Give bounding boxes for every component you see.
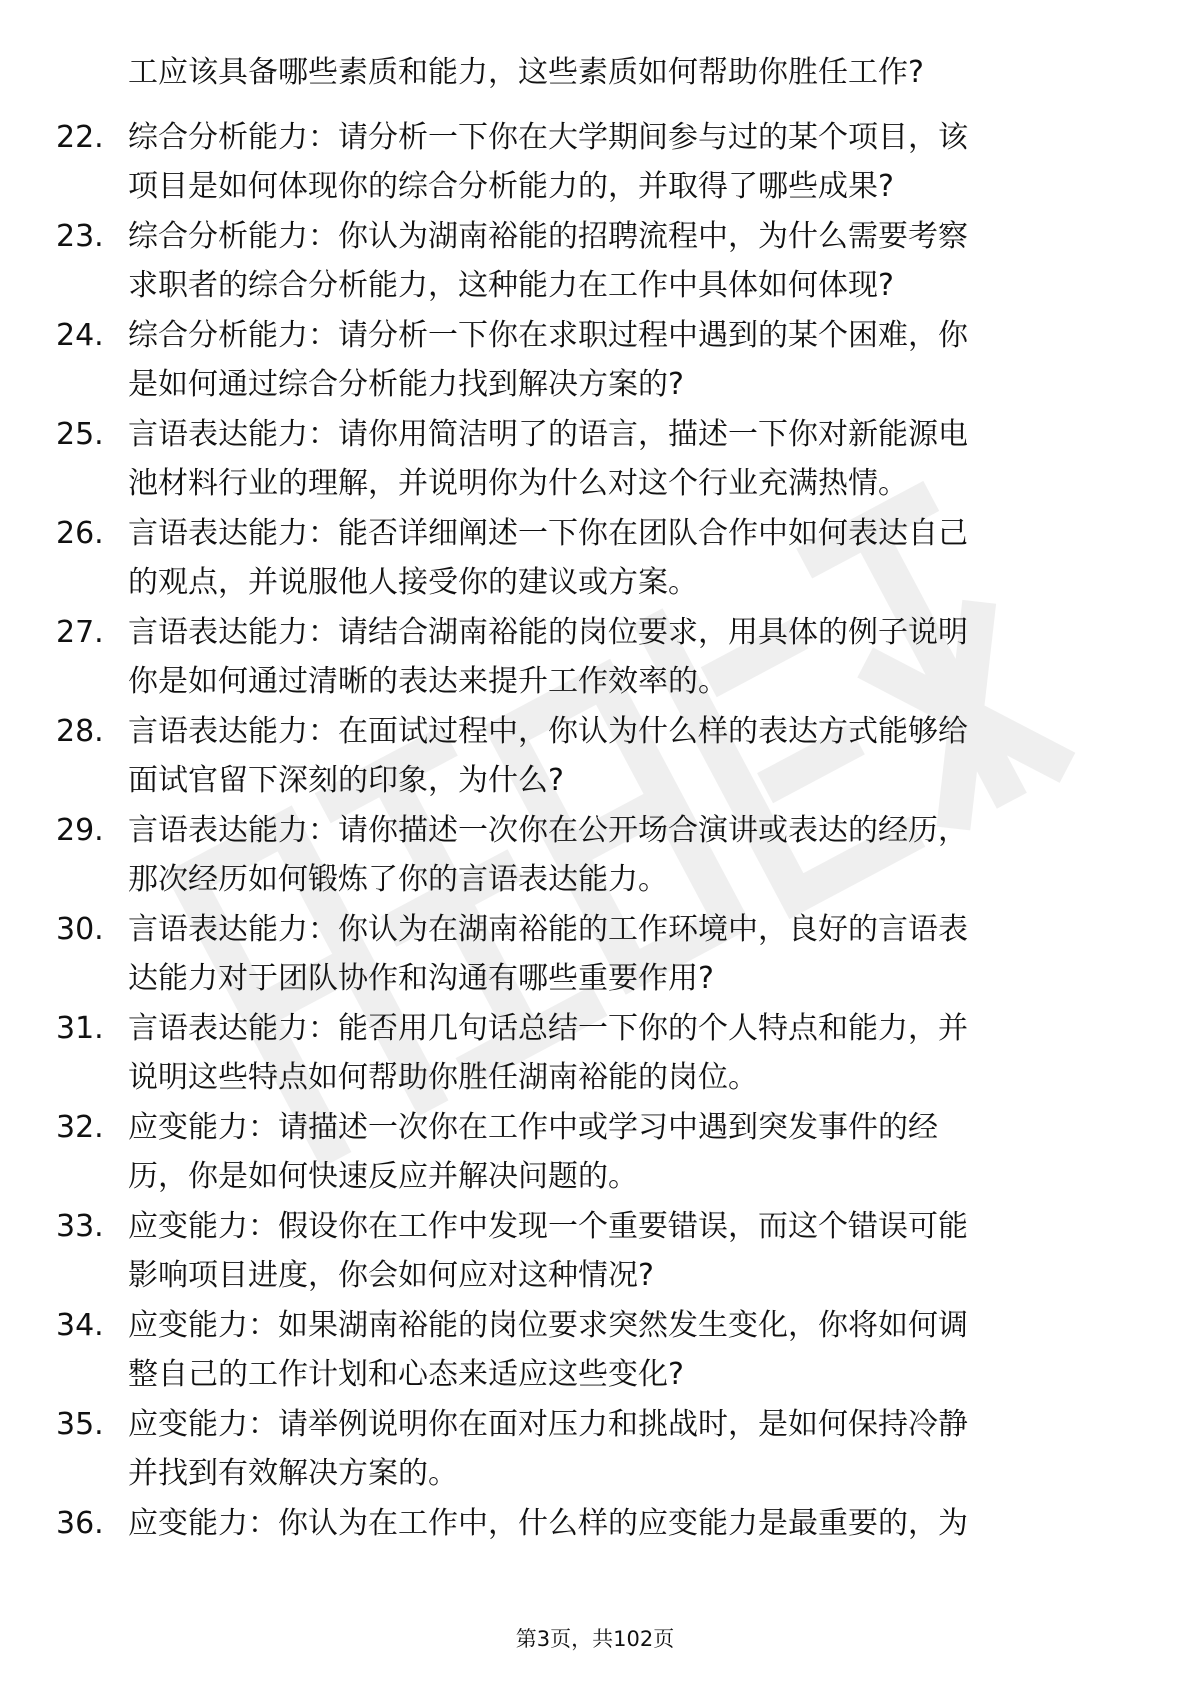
- question-text-line: 影响项目进度，你会如何应对这种情况?: [128, 1258, 654, 1293]
- question-text-line: 言语表达能力：你认为在湖南裕能的工作环境中，良好的言语表: [128, 912, 968, 947]
- question-number: 25.: [56, 417, 104, 452]
- question-text-line: 综合分析能力：请分析一下你在求职过程中遇到的某个困难，你: [128, 318, 968, 353]
- question-text: [128, 1103, 1128, 1201]
- question-text-line: 项目是如何体现你的综合分析能力的，并取得了哪些成果?: [128, 169, 894, 204]
- question-number: 28.: [56, 714, 104, 749]
- question-item: [0, 311, 1190, 410]
- question-text-line: 池材料行业的理解，并说明你为什么对这个行业充满热情。: [128, 466, 908, 501]
- question-text: [128, 410, 1128, 508]
- question-item: [0, 1400, 1190, 1499]
- question-item: [0, 608, 1190, 707]
- question-number: 35.: [56, 1407, 104, 1442]
- question-text: [128, 113, 1128, 211]
- question-text: [128, 212, 1128, 310]
- question-number: 22.: [56, 120, 104, 155]
- question-text: [128, 905, 1128, 1003]
- page-footer: 第3页，共102页: [515, 1627, 675, 1651]
- question-list: [0, 113, 1190, 1598]
- question-number: 33.: [56, 1209, 104, 1244]
- question-text-line: 言语表达能力：在面试过程中，你认为什么样的表达方式能够给: [128, 714, 968, 749]
- question-number: 29.: [56, 813, 104, 848]
- question-item: [0, 707, 1190, 806]
- continuation-text: 工应该具备哪些素质和能力，这些素质如何帮助你胜任工作?: [128, 55, 924, 90]
- question-text: [128, 1301, 1128, 1399]
- question-item: [0, 410, 1190, 509]
- question-text-line: 言语表达能力：能否详细阐述一下你在团队合作中如何表达自己: [128, 516, 968, 551]
- question-text: [128, 806, 1128, 904]
- question-text-line: 的观点，并说服他人接受你的建议或方案。: [128, 565, 698, 600]
- question-text-line: 应变能力：如果湖南裕能的岗位要求突然发生变化，你将如何调: [128, 1308, 968, 1343]
- question-text-line: 达能力对于团队协作和沟通有哪些重要作用?: [128, 961, 714, 996]
- question-number: 36.: [56, 1506, 104, 1541]
- question-number: 23.: [56, 219, 104, 254]
- question-item: [0, 1103, 1190, 1202]
- question-text-line: 并找到有效解决方案的。: [128, 1456, 458, 1491]
- question-text-line: 言语表达能力：能否用几句话总结一下你的个人特点和能力，并: [128, 1011, 968, 1046]
- question-number: 27.: [56, 615, 104, 650]
- question-text: [128, 1004, 1128, 1102]
- question-text-line: 面试官留下深刻的印象，为什么?: [128, 763, 564, 798]
- question-text-line: 言语表达能力：请你用简洁明了的语言，描述一下你对新能源电: [128, 417, 968, 452]
- question-item: [0, 509, 1190, 608]
- question-text-line: 你是如何通过清晰的表达来提升工作效率的。: [128, 664, 728, 699]
- question-item: [0, 1004, 1190, 1103]
- question-text-line: 求职者的综合分析能力，这种能力在工作中具体如何体现?: [128, 268, 894, 303]
- question-number: 30.: [56, 912, 104, 947]
- question-item: [0, 1499, 1190, 1598]
- question-text-line: 言语表达能力：请结合湖南裕能的岗位要求，用具体的例子说明: [128, 615, 968, 650]
- question-text-line: 是如何通过综合分析能力找到解决方案的?: [128, 367, 684, 402]
- question-text-line: 综合分析能力：请分析一下你在大学期间参与过的某个项目，该: [128, 120, 968, 155]
- question-text-line: 应变能力：假设你在工作中发现一个重要错误，而这个错误可能: [128, 1209, 968, 1244]
- question-item: [0, 113, 1190, 212]
- question-item: [0, 905, 1190, 1004]
- question-number: 24.: [56, 318, 104, 353]
- question-text-line: 应变能力：请举例说明你在面对压力和挑战时，是如何保持冷静: [128, 1407, 968, 1442]
- question-text: [128, 608, 1128, 706]
- question-number: 31.: [56, 1011, 104, 1046]
- question-text-line: 应变能力：请描述一次你在工作中或学习中遇到突发事件的经: [128, 1110, 938, 1145]
- question-text-line: 说明这些特点如何帮助你胜任湖南裕能的岗位。: [128, 1060, 758, 1095]
- question-text-line: 历，你是如何快速反应并解决问题的。: [128, 1159, 638, 1194]
- question-text: [128, 509, 1128, 607]
- question-item: [0, 806, 1190, 905]
- question-item: [0, 212, 1190, 311]
- question-number: 26.: [56, 516, 104, 551]
- question-text-line: 综合分析能力：你认为湖南裕能的招聘流程中，为什么需要考察: [128, 219, 968, 254]
- question-number: 34.: [56, 1308, 104, 1343]
- question-text-line: 言语表达能力：请你描述一次你在公开场合演讲或表达的经历，: [128, 813, 968, 848]
- question-text-line: 那次经历如何锻炼了你的言语表达能力。: [128, 862, 668, 897]
- question-text: [128, 1202, 1128, 1300]
- question-number: 32.: [56, 1110, 104, 1145]
- question-text-line: 应变能力：你认为在工作中，什么样的应变能力是最重要的，为: [128, 1506, 968, 1541]
- question-text: [128, 1400, 1128, 1498]
- question-text: [128, 311, 1128, 409]
- question-text: [128, 707, 1128, 805]
- question-item: [0, 1202, 1190, 1301]
- question-text: [128, 1499, 1128, 1548]
- question-item: [0, 1301, 1190, 1400]
- question-text-line: 整自己的工作计划和心态来适应这些变化?: [128, 1357, 684, 1392]
